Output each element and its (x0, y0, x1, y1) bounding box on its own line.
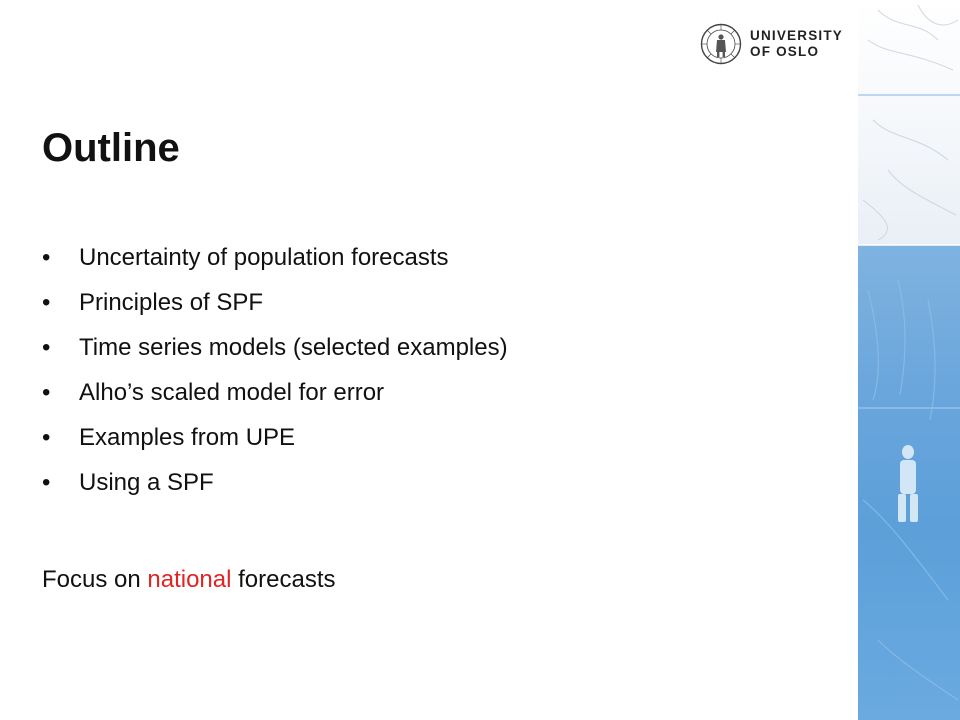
bullet-glyph: • (42, 469, 51, 496)
focus-suffix: forecasts (238, 566, 336, 593)
focus-statement (42, 562, 336, 598)
bullet-glyph: • (42, 334, 51, 361)
bullet-glyph: • (42, 424, 51, 451)
slide-title: Outline (42, 126, 180, 170)
logo-wordmark (750, 28, 843, 60)
bullet-glyph: • (42, 289, 51, 316)
list-item (42, 465, 508, 510)
list-item (42, 420, 508, 465)
list-item (42, 285, 508, 330)
focus-highlight: national (147, 566, 232, 593)
statue-sketch-icon (858, 0, 960, 720)
list-item-text: Uncertainty of population forecasts (79, 244, 449, 271)
university-logo (700, 22, 843, 66)
list-item-text: Time series models (selected examples) (79, 334, 508, 361)
bullet-glyph: • (42, 244, 51, 271)
list-item-text: Using a SPF (79, 469, 214, 496)
list-item-text: Examples from UPE (79, 424, 296, 451)
outline-list (42, 240, 508, 510)
focus-prefix: Focus on (42, 566, 141, 593)
list-item (42, 240, 508, 285)
logo-line-2: OF OSLO (750, 44, 820, 59)
list-item-text: Alho’s scaled model for error (79, 379, 385, 406)
list-item-text: Principles of SPF (79, 289, 264, 316)
logo-line-1: UNIVERSITY (750, 28, 844, 43)
list-item (42, 375, 508, 420)
list-item (42, 330, 508, 375)
bullet-glyph: • (42, 379, 51, 406)
university-seal-icon (700, 23, 742, 65)
decorative-side-panel (858, 0, 960, 720)
